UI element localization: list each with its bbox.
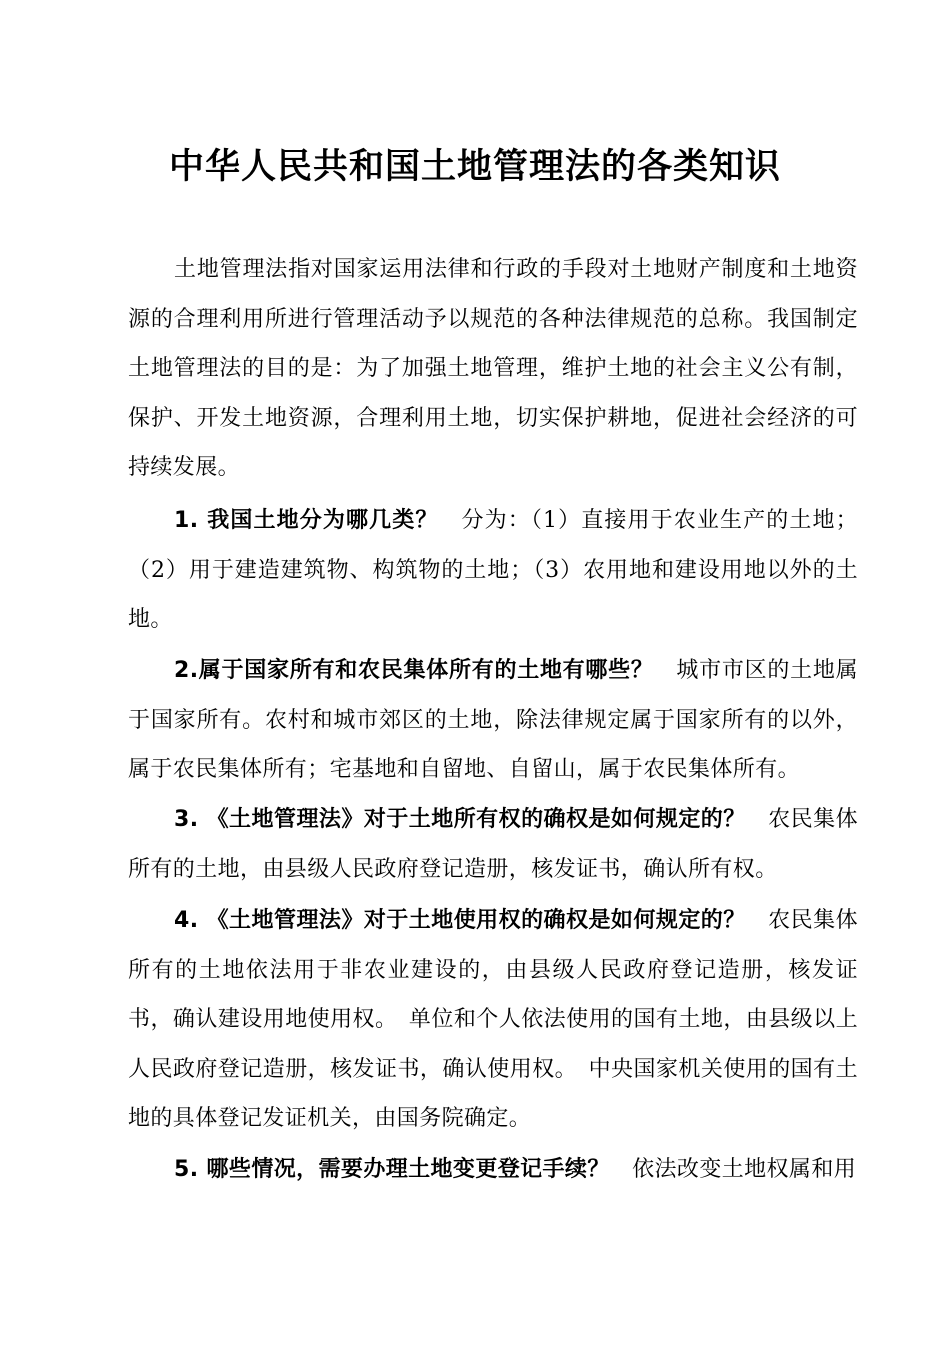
qa-paragraph-2 bbox=[128, 646, 858, 795]
answer-2: 城市市区的土地属于国家所有。农村和城市郊区的土地，除法律规定属于国家所有的以外，属于农民集体所有；宅基地和自留地、自留山，属于农民集体所有。 bbox=[128, 658, 858, 782]
qa-paragraph-3 bbox=[128, 795, 858, 894]
qa-paragraph-4 bbox=[128, 896, 858, 1144]
question-4: 4. 《土地管理法》对于土地使用权的确权是如何规定的？ bbox=[174, 908, 746, 933]
answer-1: 分为：（1）直接用于农业生产的土地；（2）用于建造建筑物、构筑物的土地；（3）农用地和建设用地以外的土地。 bbox=[128, 508, 858, 632]
question-1: 1. 我国土地分为哪几类？ bbox=[174, 508, 439, 533]
answer-3: 农民集体所有的土地，由县级人民政府登记造册，核发证书，确认所有权。 bbox=[128, 807, 858, 882]
document-title: 中华人民共和国土地管理法的各类知识 bbox=[168, 147, 781, 187]
intro-paragraph: 土地管理法指对国家运用法律和行政的手段对土地财产制度和土地资源的合理利用所进行管理活动予以规范的各种法律规范的总称。我国制定土地管理法的目的是：为了加强土地管理，维护土地的社会主义公有制，保护、开发土地资源，合理利用土地，切实保护耕地，促进社会经济的可持续发展。 bbox=[128, 257, 858, 480]
answer-4: 农民集体所有的土地依法用于非农业建设的，由县级人民政府登记造册，核发证书，确认建设用地使用权。 单位和个人依法使用的国有土地，由县级以上人民政府登记造册，核发证书，确认使用权。 中央国家机关使用的国有土地的具体登记发证机关，由国务院确定。 bbox=[128, 908, 858, 1131]
question-5: 5. 哪些情况，需要办理土地变更登记手续？ bbox=[174, 1157, 610, 1182]
answer-5: 依法改变土地权属和用 bbox=[609, 1157, 857, 1182]
question-3: 3. 《土地管理法》对于土地所有权的确权是如何规定的？ bbox=[174, 807, 746, 832]
qa-paragraph-5 bbox=[128, 1145, 858, 1195]
qa-paragraph-1 bbox=[128, 496, 858, 645]
question-2: 2.属于国家所有和农民集体所有的土地有哪些？ bbox=[174, 658, 654, 683]
